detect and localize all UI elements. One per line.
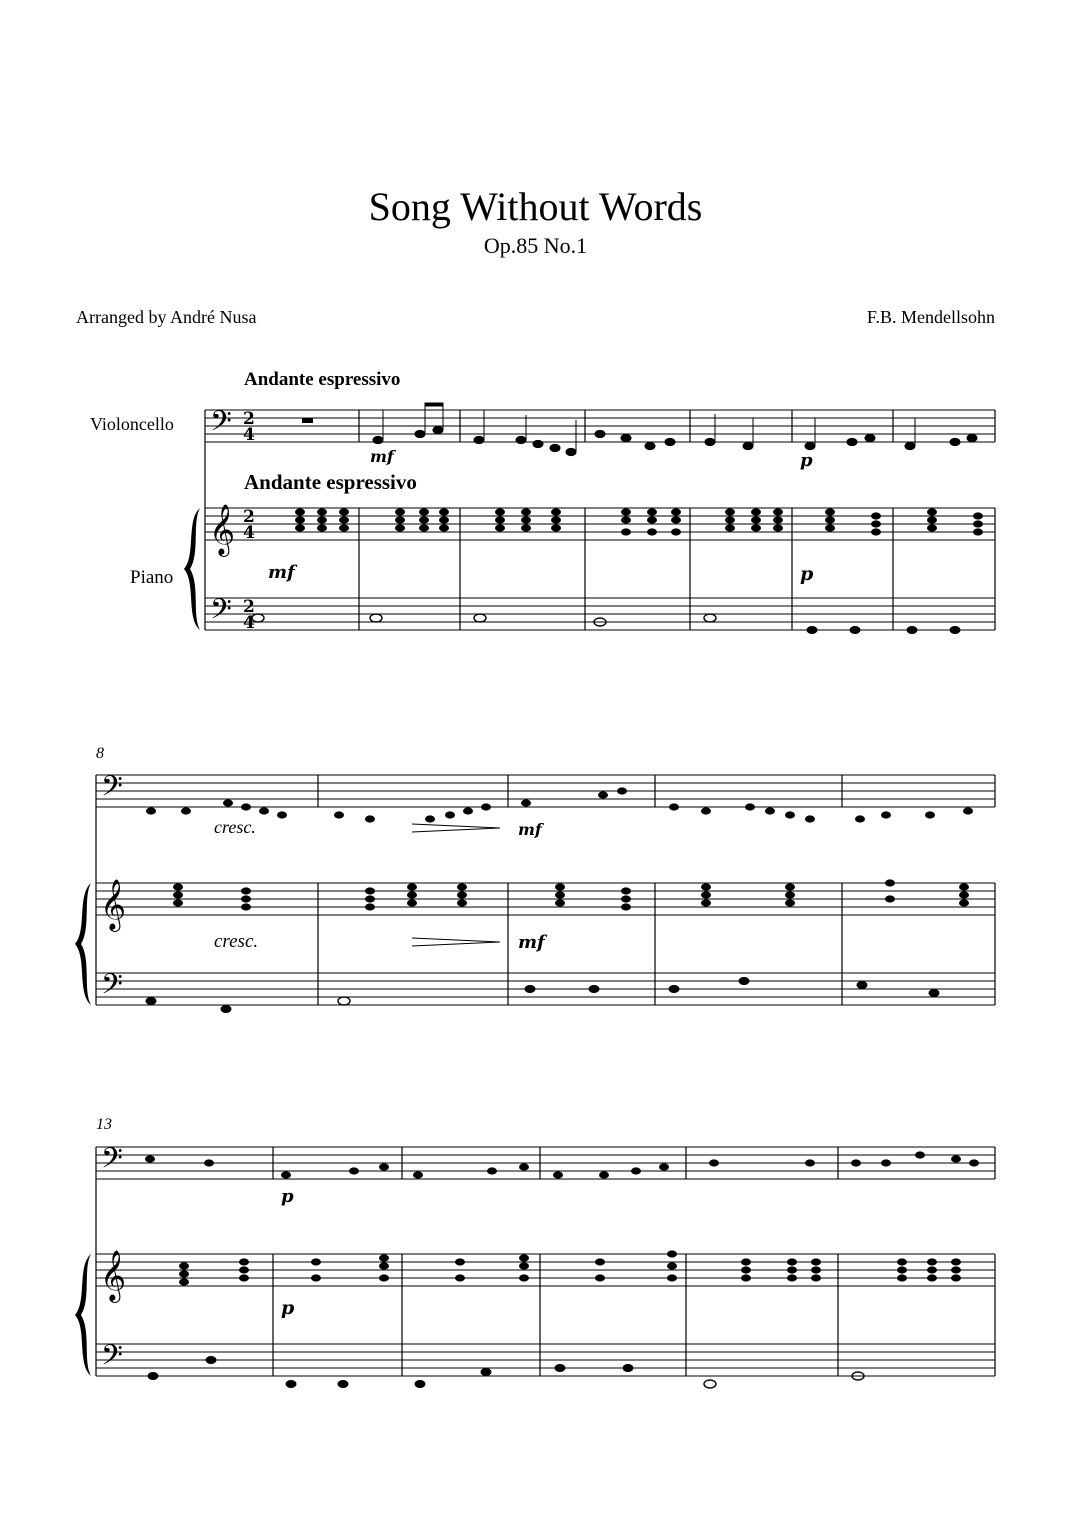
treble-clef-icon: 𝄞: [209, 504, 236, 555]
piano-brace-icon: [75, 1254, 91, 1376]
piano-bass-notes-system-3: [148, 1356, 634, 1388]
measure-number: 13: [96, 1116, 112, 1133]
bass-clef-icon: 𝄢: [101, 1339, 123, 1379]
composer-credit: F.B. Mendellsohn: [866, 307, 995, 327]
svg-text:4: 4: [243, 425, 255, 445]
cello-notes-system-1: [373, 403, 977, 456]
dynamic-marking: p: [281, 1297, 295, 1319]
dynamic-marking: mf: [370, 447, 394, 466]
piano-treble-staff: [96, 883, 995, 915]
svg-text:2: 2: [243, 409, 255, 429]
piano-bass-notes-system-2: [146, 977, 940, 1013]
piano-bass-staff: [96, 973, 995, 1005]
dynamic-marking: cresc.: [214, 817, 256, 837]
piano-bass-staff: [96, 1344, 995, 1376]
piano-instrument-label: Piano: [130, 567, 174, 588]
piano-chords-system-3: [179, 1250, 961, 1285]
arranger-credit: Arranged by André Nusa: [76, 307, 257, 327]
barlines: [318, 775, 995, 1005]
bass-clef-icon: 𝄢: [101, 1142, 123, 1182]
treble-clef-icon: 𝄞: [100, 1250, 127, 1301]
dynamic-marking: p: [800, 563, 814, 585]
system-1: [90, 369, 995, 634]
svg-text:2: 2: [243, 507, 255, 527]
piano-brace-icon: [75, 883, 91, 1005]
dynamic-marking: mf: [518, 932, 545, 953]
svg-text:4: 4: [243, 613, 255, 633]
svg-text:2: 2: [243, 597, 255, 617]
treble-clef-icon: 𝄞: [100, 879, 127, 930]
score-subtitle: Op.85 No.1: [483, 233, 588, 258]
piano-treble-staff: [96, 1254, 995, 1286]
system-3: [75, 1116, 995, 1388]
cello-tempo-marking: Andante espressivo: [244, 369, 401, 390]
piano-tempo-marking: Andante espressivo: [244, 470, 417, 494]
crescendo-hairpin: [412, 938, 500, 946]
bass-clef-icon: 𝄢: [210, 593, 232, 633]
bass-clef-icon: 𝄢: [210, 405, 232, 445]
bass-clef-icon: 𝄢: [101, 770, 123, 810]
whole-rest-icon: [302, 418, 313, 423]
dynamic-marking: p: [800, 450, 813, 471]
piano-bass-notes-system-1: [252, 614, 716, 626]
system-2: [75, 745, 995, 1013]
measure-number: 8: [96, 745, 104, 762]
score-title: Song Without Words: [368, 184, 703, 229]
piano-chords-system-2: [173, 879, 969, 910]
dynamic-marking: cresc.: [214, 931, 259, 952]
piano-brace-icon: [184, 508, 200, 630]
dynamic-marking: p: [281, 1186, 294, 1207]
crescendo-hairpin: [412, 824, 500, 832]
time-signature: [243, 409, 255, 633]
cello-notes-system-2: [146, 787, 973, 822]
cello-instrument-label: Violoncello: [90, 414, 174, 434]
svg-text:4: 4: [243, 523, 255, 543]
bass-clef-icon: 𝄢: [101, 968, 123, 1008]
dynamic-marking: mf: [268, 562, 295, 583]
dynamic-marking: mf: [518, 820, 542, 839]
piano-bass-staff: [205, 598, 995, 630]
